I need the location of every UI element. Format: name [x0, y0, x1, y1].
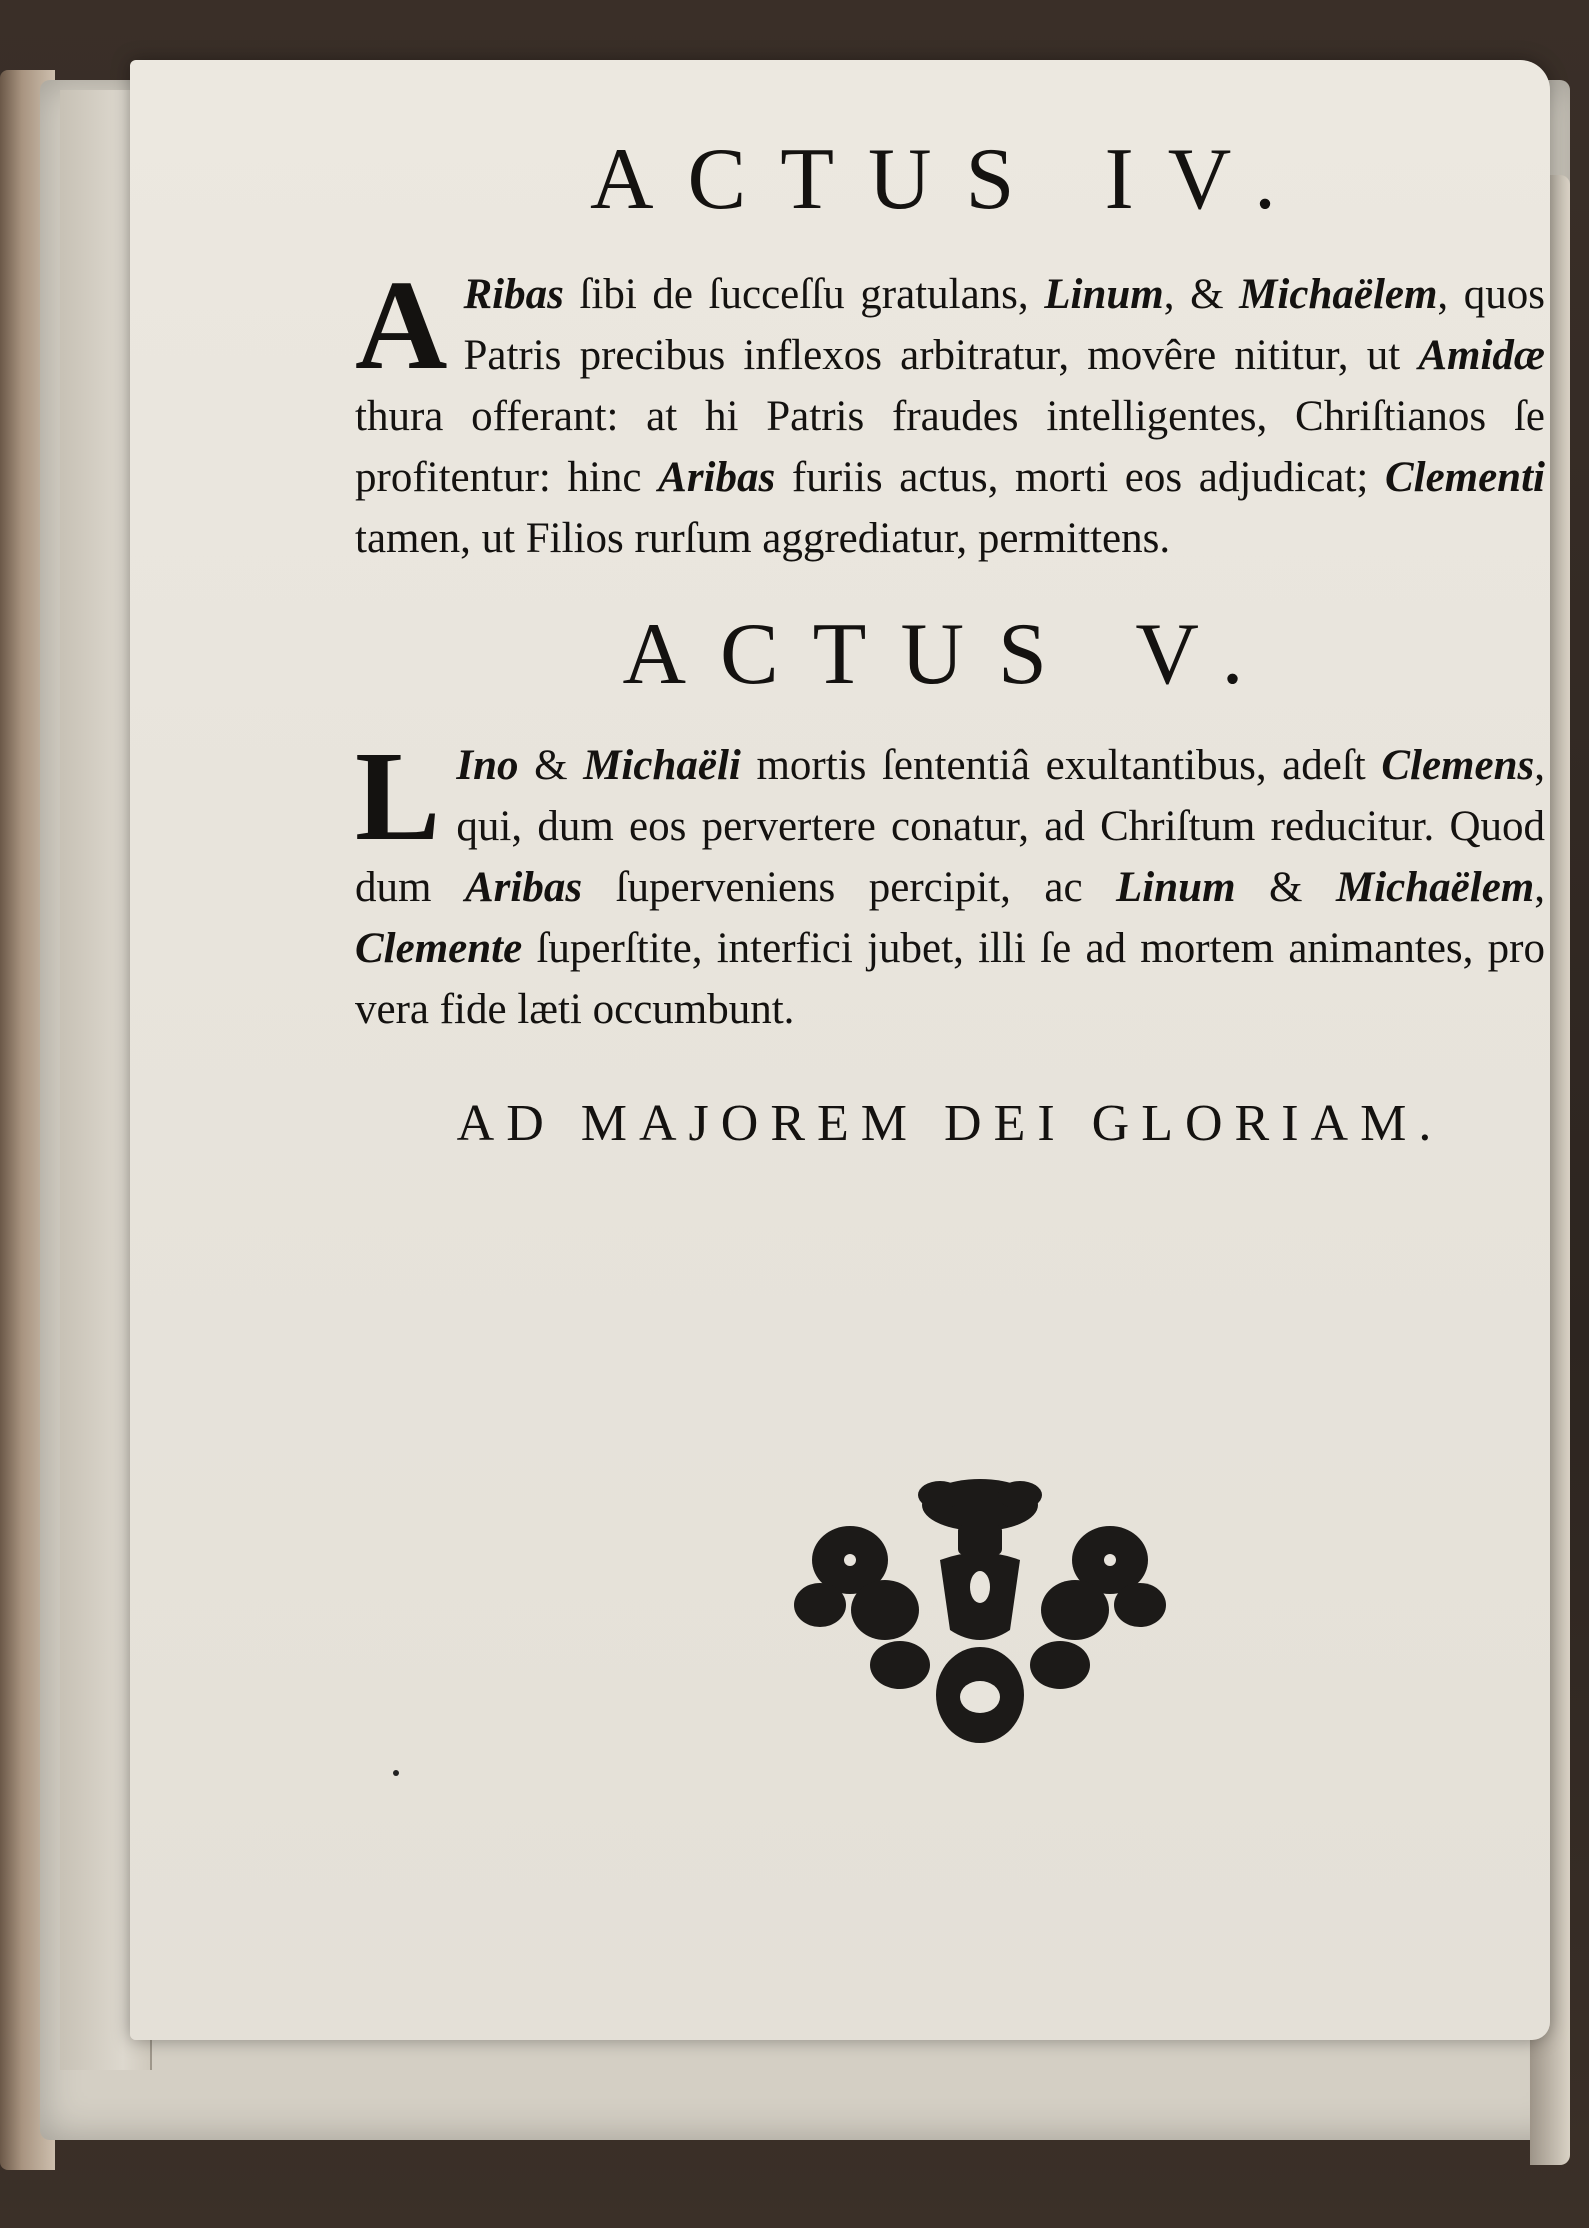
text-run: mortis ſententiâ exultantibus, adeſt — [740, 742, 1382, 789]
text-run: ſibi de ſucceſſu gratulans, — [563, 271, 1045, 318]
closing-motto: AD MAJOREM DEI GLORIAM. — [456, 1095, 1444, 1152]
act-iv-argument — [355, 254, 1546, 569]
text-run: ſuperſtite, interfici jubet, illi ſe ad mortem animantes, pro vera fide læti occumbunt. — [355, 925, 1545, 1033]
italic-name: Amidæ — [1418, 332, 1545, 379]
italic-name: Michaëlem — [1335, 864, 1535, 911]
text-run: & — [518, 742, 584, 789]
text-run: , quos Patris precibus inflexos arbitratur, movêre nititur, ut — [463, 271, 1546, 379]
italic-name: Michaëli — [583, 742, 741, 789]
text-run: , & — [1163, 271, 1240, 318]
page-content — [355, 130, 1545, 1153]
act-v-title: ACTUS V. — [622, 606, 1278, 703]
italic-name: Ribas — [463, 271, 564, 318]
act-iv-title: ACTUS IV. — [589, 131, 1310, 228]
italic-name: Aribas — [658, 454, 776, 501]
act-iv-dropcap: A — [355, 254, 448, 396]
act-v-text — [355, 725, 1545, 1033]
text-run: , — [1534, 864, 1545, 911]
italic-name: Linum — [1044, 271, 1164, 318]
act-v-argument — [355, 725, 1545, 1040]
italic-name: Linum — [1116, 864, 1236, 911]
text-run: & — [1235, 864, 1336, 911]
act-iv-text — [355, 254, 1546, 562]
text-run: , qui, dum eos pervertere conatur, ad Chriſtum reducitur. Quod dum — [355, 742, 1545, 911]
act-v-dropcap: L — [355, 725, 441, 867]
text-run: thura offerant: at hi Patris fraudes intelligentes, Chriſtianos ſe profitentur: hinc — [355, 393, 1545, 501]
italic-name: Clemente — [355, 925, 523, 972]
italic-name: Michaëlem — [1239, 271, 1438, 318]
text-run: tamen, ut Filios rurſum aggrediatur, permittens. — [355, 515, 1171, 562]
italic-name: Ino — [456, 742, 519, 789]
text-run: ſuperveniens percipit, ac — [582, 864, 1117, 911]
page-speck — [393, 1770, 399, 1776]
italic-name: Aribas — [464, 864, 583, 911]
italic-name: Clemens — [1381, 742, 1535, 789]
text-run: furiis actus, morti eos adjudicat; — [775, 454, 1385, 501]
italic-name: Clementi — [1384, 454, 1545, 501]
floral-vase-ornament-icon — [790, 1465, 1170, 1755]
